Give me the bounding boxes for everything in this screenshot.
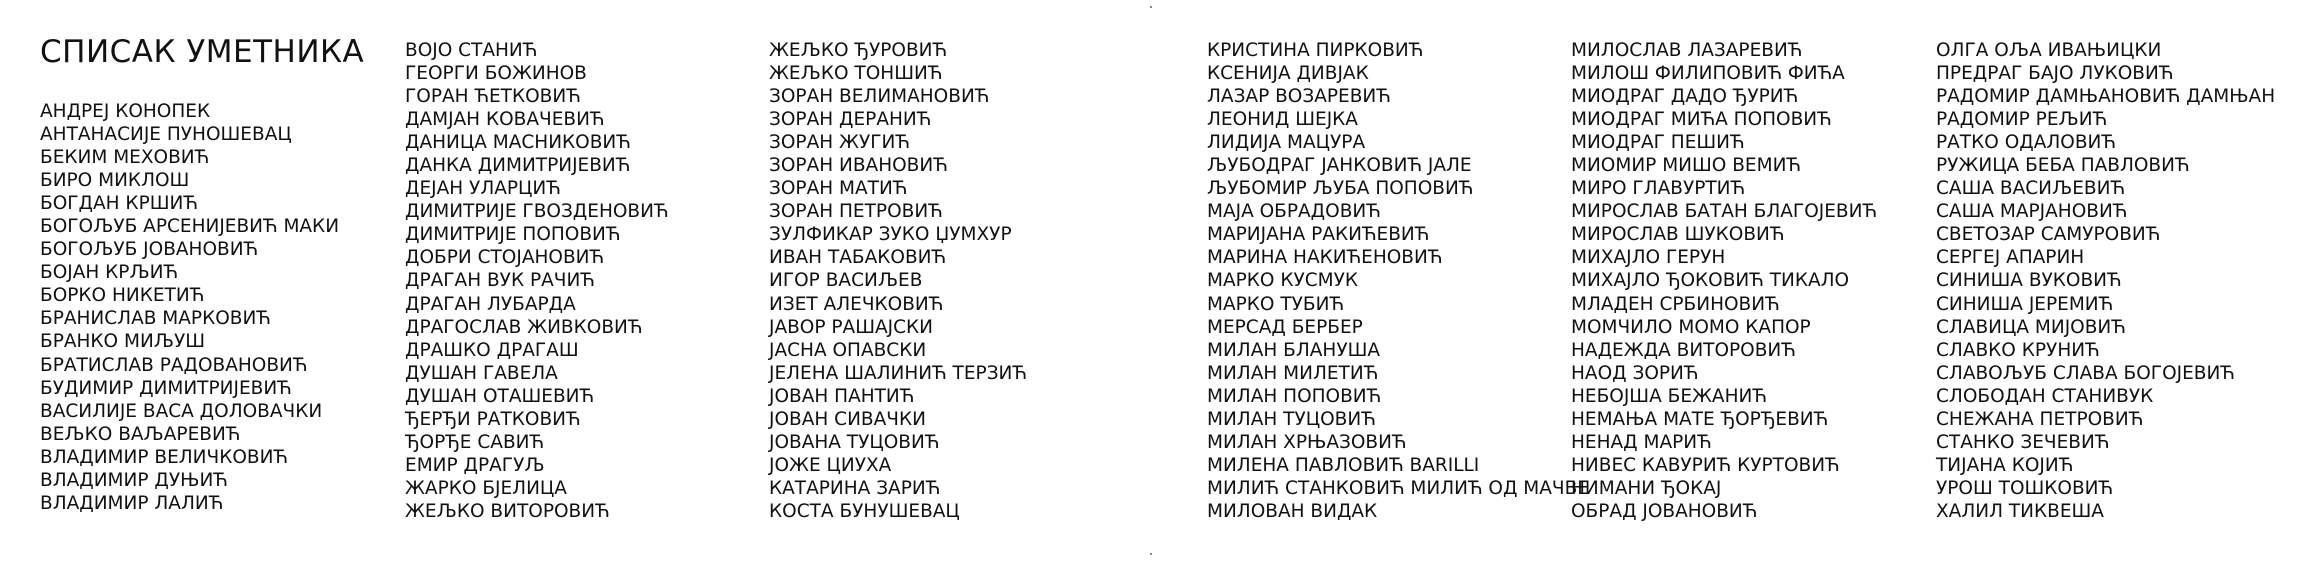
artist-name: СЛАВОЉУБ СЛАВА БОГОЈЕВИЋ (1936, 362, 2235, 384)
artist-name: САША МАРЈАНОВИЋ (1936, 201, 2128, 223)
artist-name: СЛАВКО КРУНИЋ (1936, 339, 2100, 361)
artist-name: МОМЧИЛО МОМО КАПОР (1571, 316, 1811, 338)
artist-name: МИЛОВАН ВИДАК (1207, 500, 1378, 522)
artist-column-6 (1936, 39, 2275, 523)
artist-name: ЉУБОМИР ЉУБА ПОПОВИЋ (1207, 178, 1474, 200)
artist-name: НАДЕЖДА ВИТОРОВИЋ (1571, 339, 1796, 361)
artist-name: МИРОСЛАВ ШУКОВИЋ (1571, 224, 1785, 246)
artist-name: НЕМАЊА МАТЕ ЂОРЂЕВИЋ (1571, 408, 1829, 430)
artist-name: МИОДРАГ МИЋА ПОПОВИЋ (1571, 109, 1832, 131)
artist-name: ВЕЉКО ВАЉАРЕВИЋ (40, 423, 241, 445)
right-page (1151, 0, 2302, 561)
artist-name: ЈОВАНА ТУЦОВИЋ (769, 431, 940, 453)
artist-name: МЕРСАД БЕРБЕР (1207, 316, 1363, 338)
artist-name: СНЕЖАНА ПЕТРОВИЋ (1936, 408, 2144, 430)
artist-name: МИЛАН ТУЦОВИЋ (1207, 408, 1376, 430)
artist-name: БРАНКО МИЉУШ (40, 331, 206, 353)
artist-name: ДУШАН ОТАШЕВИЋ (405, 385, 595, 407)
artist-name: СЕРГЕЈ АПАРИН (1936, 247, 2085, 269)
artist-name: ВОЈО СТАНИЋ (405, 40, 538, 61)
artist-name: БОГДАН КРШИЋ (40, 193, 198, 215)
artist-name: НЕБОЈША БЕЖАНИЋ (1571, 385, 1767, 407)
artist-name: КСЕНИЈА ДИВЈАК (1207, 63, 1369, 85)
artist-name: ДЕЈАН УЛАРЦИЋ (405, 178, 561, 200)
artist-name: НАОД ЗОРИЋ (1571, 362, 1699, 384)
artist-name: МИЛАН БЛАНУША (1207, 339, 1381, 361)
artist-name: ЛИДИЈА МАЦУРА (1207, 132, 1366, 154)
artist-name: ИВАН ТАБАКОВИЋ (769, 247, 947, 269)
artist-name: ЗУЛФИКАР ЗУКО ЏУМХУР (769, 224, 1012, 246)
artist-name: ЂЕРЂИ РАТКОВИЋ (405, 408, 581, 430)
artist-name: ЉУБОДРАГ ЈАНКОВИЋ ЈАЛЕ (1207, 155, 1472, 177)
artist-name: МИОМИР МИШО ВЕМИЋ (1571, 155, 1801, 177)
artist-name: НИВЕС КАВУРИЋ КУРТОВИЋ (1571, 454, 1840, 476)
artist-name: МАРКО КУСМУК (1207, 270, 1359, 292)
artist-name: МИРОСЛАВ БАТАН БЛАГОЈЕВИЋ (1571, 201, 1877, 223)
artist-name: КРИСТИНА ПИРКОВИЋ (1207, 40, 1424, 61)
artist-name: ДИМИТРИЈЕ ПОПОВИЋ (405, 224, 621, 246)
artist-name: ЈАСНА ОПАВСКИ (769, 339, 927, 361)
artist-name: РАДОМИР ДАМЊАНОВИЋ ДАМЊАН (1936, 86, 2276, 108)
artist-name: ВЛАДИМИР ВЕЛИЧКОВИЋ (40, 446, 288, 468)
artist-name: ЖАРКО БЈЕЛИЦА (405, 477, 567, 499)
artist-name: БОЈАН КРЉИЋ (40, 262, 179, 284)
artist-name: ИГОР ВАСИЉЕВ (769, 270, 923, 292)
artist-name: ДУШАН ГАВЕЛА (405, 362, 558, 384)
artist-name: КОСТА БУНУШЕВАЦ (769, 500, 960, 522)
artist-name: ВАСИЛИЈЕ ВАСА ДОЛОВАЧКИ (40, 400, 323, 422)
page-title: СПИСАК УМЕТНИКА (40, 34, 365, 70)
artist-name: СИНИША ВУКОВИЋ (1936, 270, 2122, 292)
artist-name: МИОДРАГ ПЕШИЋ (1571, 132, 1745, 154)
artist-name: ХАЛИЛ ТИКВЕША (1936, 500, 2104, 522)
artist-column-5 (1571, 39, 1877, 523)
artist-name: ВЛАДИМИР ЛАЛИЋ (40, 492, 224, 514)
artist-name: ЖЕЉКО ЂУРОВИЋ (769, 40, 948, 61)
artist-name: ТИЈАНА КОЈИЋ (1936, 454, 2074, 476)
artist-name: ЈЕЛЕНА ШАЛИНИЋ ТЕРЗИЋ (769, 362, 1027, 384)
artist-name: МИЛАН ПОПОВИЋ (1207, 385, 1382, 407)
artist-name: ДАНИЦА МАСНИКОВИЋ (405, 132, 631, 154)
artist-name: ЈОВАН СИВАЧКИ (769, 408, 926, 430)
artist-name: МИХАЈЛО ГЕРУН (1571, 247, 1726, 269)
artist-name: МИЛАН ХРЊАЗОВИЋ (1207, 431, 1407, 453)
artist-name: БИРО МИКЛОШ (40, 170, 190, 192)
artist-name: НИМАНИ ЂОКАЈ (1571, 477, 1722, 499)
artist-name: ЈАВОР РАШАЈСКИ (769, 316, 933, 338)
artist-column-2 (405, 39, 669, 523)
artist-name: БЕКИМ МЕХОВИЋ (40, 147, 210, 169)
artist-name: МИЛЕНА ПАВЛОВИЋ BARILLI (1207, 454, 1480, 476)
artist-name: ДРАГАН ВУК РАЧИЋ (405, 270, 595, 292)
artist-name: ЖЕЉКО ВИТОРОВИЋ (405, 500, 610, 522)
artist-name: РАДОМИР РЕЉИЋ (1936, 109, 2108, 131)
artist-name: ЖЕЉКО ТОНШИЋ (769, 63, 943, 85)
artist-name: УРОШ ТОШКОВИЋ (1936, 477, 2114, 499)
artist-name: ЛЕОНИД ШЕЈКА (1207, 109, 1358, 131)
artist-name: БОГОЉУБ АРСЕНИЈЕВИЋ МАКИ (40, 216, 340, 238)
artist-name: СТАНКО ЗЕЧЕВИЋ (1936, 431, 2110, 453)
artist-name: МЛАДЕН СРБИНОВИЋ (1571, 293, 1780, 315)
artist-name: МИЛОШ ФИЛИПОВИЋ ФИЋА (1571, 63, 1845, 85)
artist-name: АНТАНАСИЈЕ ПУНОШЕВАЦ (40, 124, 292, 146)
artist-column-1 (40, 100, 339, 515)
artist-name: ЈОЖЕ ЦИУХА (769, 454, 892, 476)
artist-name: ДОБРИ СТОЈАНОВИЋ (405, 247, 605, 269)
artist-name: РУЖИЦА БЕБА ПАВЛОВИЋ (1936, 155, 2190, 177)
artist-name: ДАНКА ДИМИТРИЈЕВИЋ (405, 155, 631, 177)
artist-name: ДРАГАН ЛУБАРДА (405, 293, 576, 315)
artist-name: НЕНАД МАРИЋ (1571, 431, 1712, 453)
artist-name: СВЕТОЗАР САМУРОВИЋ (1936, 224, 2161, 246)
artist-name: МИРО ГЛАВУРТИЋ (1571, 178, 1746, 200)
artist-name: ЂОРЂЕ САВИЋ (405, 431, 545, 453)
artist-name: РАТКО ОДАЛОВИЋ (1936, 132, 2116, 154)
artist-name: ГОРАН ЋЕТКОВИЋ (405, 86, 581, 108)
artist-name: ЗОРАН ИВАНОВИЋ (769, 155, 948, 177)
artist-name: ГЕОРГИ БОЖИНОВ (405, 63, 587, 85)
artist-name: ДАМЈАН КОВАЧЕВИЋ (405, 109, 605, 131)
artist-name: СЛАВИЦА МИЈОВИЋ (1936, 316, 2126, 338)
artist-name: ЗОРАН ЖУГИЋ (769, 132, 910, 154)
artist-name: ЛАЗАР ВОЗАРЕВИЋ (1207, 86, 1391, 108)
artist-name: ОЛГА ОЉА ИВАЊИЦКИ (1936, 40, 2162, 61)
artist-name: МАЈА ОБРАДОВИЋ (1207, 201, 1381, 223)
artist-name: БОРКО НИКЕТИЋ (40, 285, 205, 307)
artist-column-3 (769, 39, 1027, 523)
artist-name: АНДРЕЈ КОНОПЕК (40, 101, 211, 122)
artist-name: ПРЕДРАГ БАЈО ЛУКОВИЋ (1936, 63, 2174, 85)
artist-name: ДРАШКО ДРАГАШ (405, 339, 579, 361)
artist-name: МАРИНА НАКИЋЕНОВИЋ (1207, 247, 1443, 269)
artist-name: БРАНИСЛАВ МАРКОВИЋ (40, 308, 271, 330)
artist-name: МИХАЈЛО ЂОКОВИЋ ТИКАЛО (1571, 270, 1850, 292)
artist-name: ЗОРАН ПЕТРОВИЋ (769, 201, 943, 223)
artist-name: СИНИША ЈЕРЕМИЋ (1936, 293, 2114, 315)
artist-name: МИЛИЋ СТАНКОВИЋ МИЛИЋ ОД МАЧВЕ (1207, 477, 1589, 499)
artist-name: БРАТИСЛАВ РАДОВАНОВИЋ (40, 354, 308, 376)
artist-name: ЕМИР ДРАГУЉ (405, 454, 545, 476)
artist-name: ЗОРАН МАТИЋ (769, 178, 908, 200)
artist-name: МАРКО ТУБИЋ (1207, 293, 1344, 315)
artist-name: МАРИЈАНА РАКИЋЕВИЋ (1207, 224, 1430, 246)
artist-name: БУДИМИР ДИМИТРИЈЕВИЋ (40, 377, 292, 399)
artist-name: ЗОРАН ВЕЛИМАНОВИЋ (769, 86, 990, 108)
artist-name: КАТАРИНА ЗАРИЋ (769, 477, 941, 499)
artist-name: МИЛАН МИЛЕТИЋ (1207, 362, 1379, 384)
artist-name: ОБРАД ЈОВАНОВИЋ (1571, 500, 1758, 522)
artist-column-4 (1207, 39, 1589, 523)
artist-name: ЈОВАН ПАНТИЋ (769, 385, 915, 407)
artist-name: МИЛОСЛАВ ЛАЗАРЕВИЋ (1571, 40, 1803, 61)
artist-name: САША ВАСИЉЕВИЋ (1936, 178, 2125, 200)
artist-name: ДРАГОСЛАВ ЖИВКОВИЋ (405, 316, 643, 338)
artist-name: ДИМИТРИЈЕ ГВОЗДЕНОВИЋ (405, 201, 669, 223)
artist-name: ЗОРАН ДЕРАНИЋ (769, 109, 932, 131)
artist-name: СЛОБОДАН СТАНИВУК (1936, 385, 2154, 407)
artist-name: ИЗЕТ АЛЕЧКОВИЋ (769, 293, 944, 315)
artist-name: БОГОЉУБ ЈОВАНОВИЋ (40, 239, 259, 261)
artist-name: МИОДРАГ ДАДО ЂУРИЋ (1571, 86, 1799, 108)
artist-name: ВЛАДИМИР ДУЊИЋ (40, 469, 228, 491)
